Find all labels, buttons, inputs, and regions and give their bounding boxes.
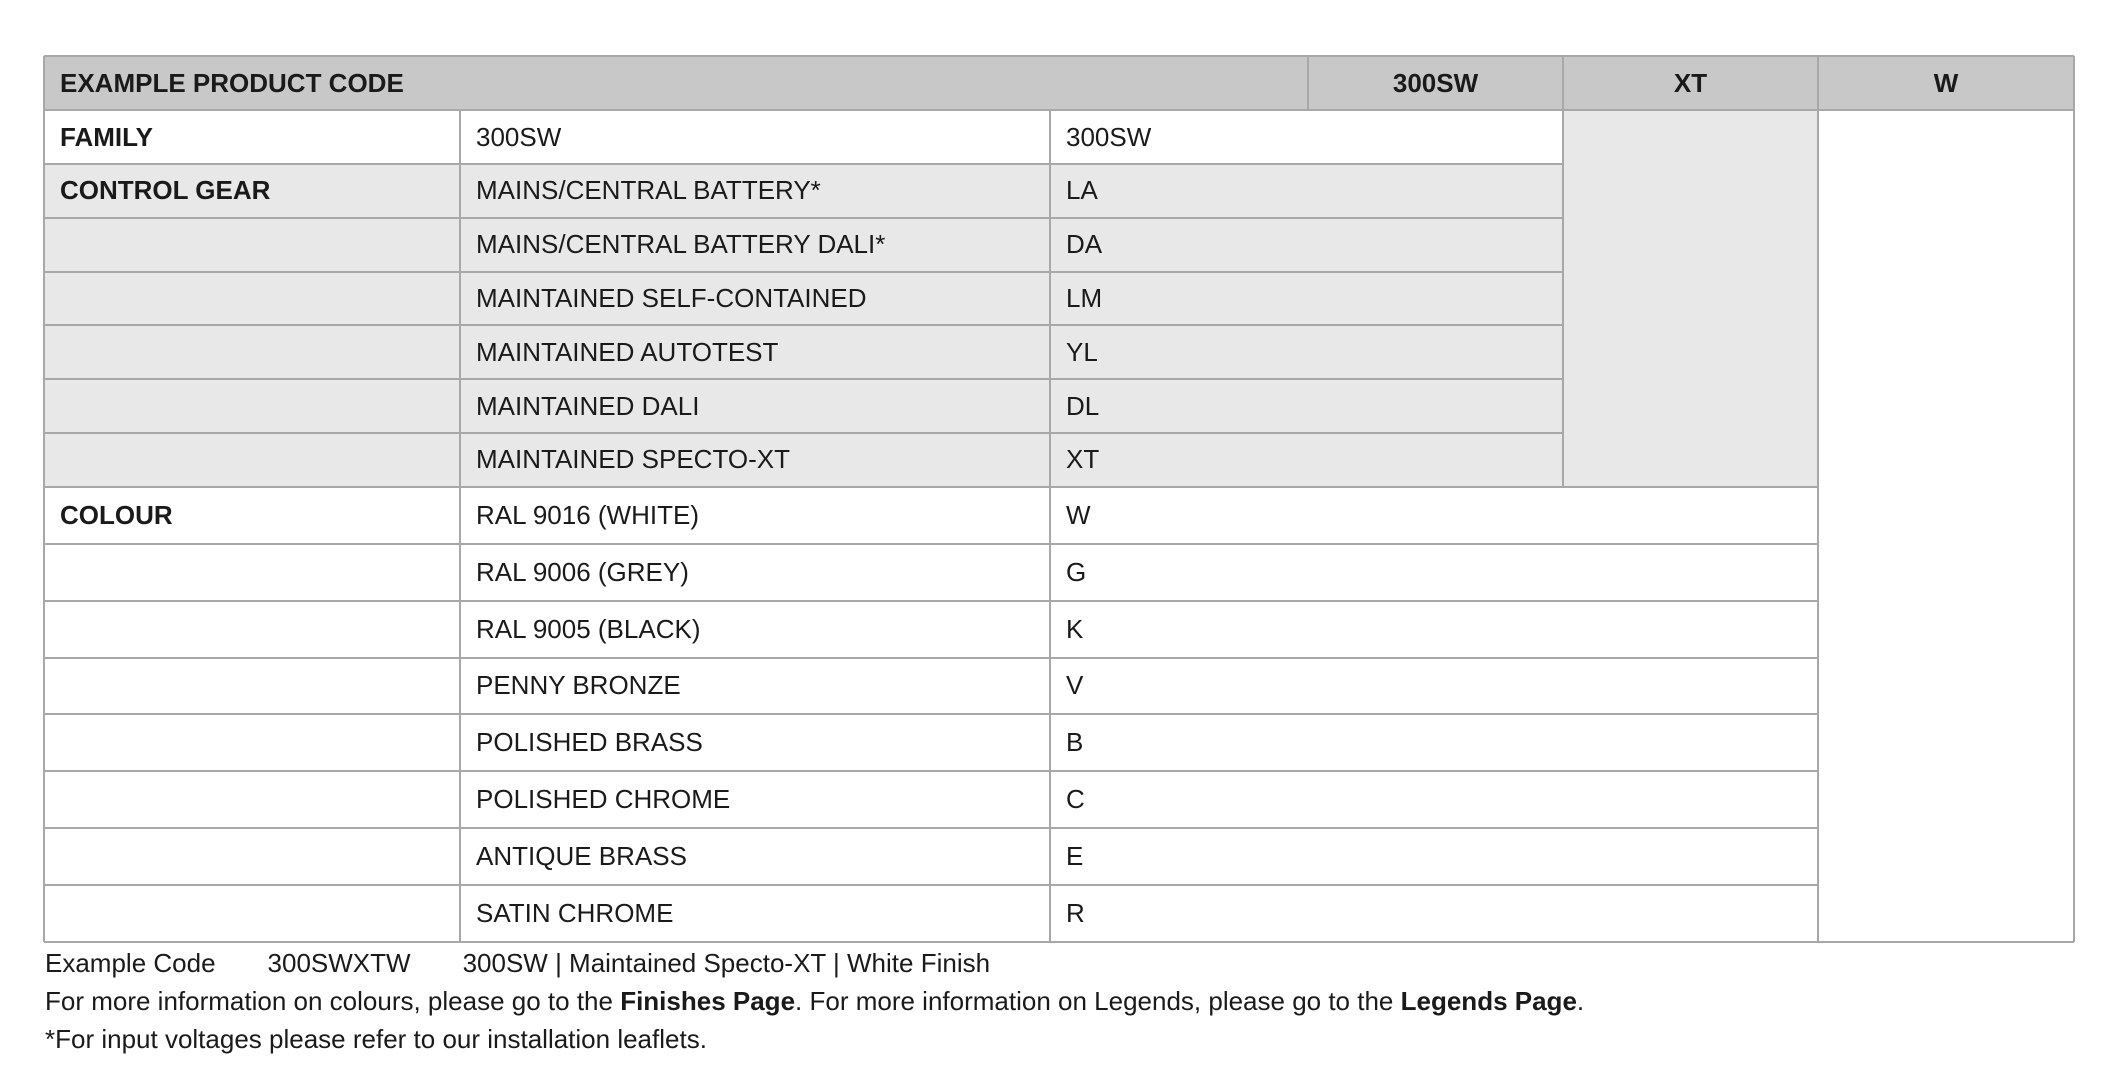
voltage-footnote: *For input voltages please refer to our installation leaflets.	[45, 1024, 707, 1054]
control-gear-option-code: YL	[1066, 336, 1098, 367]
legends-page-link[interactable]: Legends Page	[1400, 986, 1577, 1016]
colour-option-description: PENNY BRONZE	[476, 670, 681, 701]
row-divider	[44, 884, 1818, 886]
control-gear-option-code: DL	[1066, 390, 1100, 421]
colour-option-description: POLISHED BRASS	[476, 727, 703, 758]
column-divider	[1049, 110, 1051, 942]
header-bottom-border	[44, 109, 2074, 111]
example-code-line	[45, 948, 990, 984]
colour-option-code: E	[1066, 841, 1084, 872]
control-gear-option-description: MAINTAINED AUTOTEST	[476, 336, 779, 367]
column-divider	[1817, 56, 1819, 942]
row-divider	[44, 770, 1818, 772]
control-gear-option-code: LM	[1066, 282, 1103, 313]
row-divider	[44, 324, 1563, 326]
row-divider	[44, 543, 1818, 545]
colour-option-code: G	[1066, 556, 1087, 587]
control-gear-option-description: MAINS/CENTRAL BATTERY*	[476, 175, 821, 206]
colour-option-code: K	[1066, 613, 1084, 644]
row-divider	[44, 271, 1563, 273]
colour-option-code: V	[1066, 670, 1084, 701]
colour-option-description: RAL 9005 (BLACK)	[476, 613, 701, 644]
header-title: EXAMPLE PRODUCT CODE	[60, 67, 404, 98]
colour-option-description: RAL 9006 (GREY)	[476, 556, 689, 587]
control-gear-option-description: MAINS/CENTRAL BATTERY DALI*	[476, 229, 886, 260]
colour-option-description: POLISHED CHROME	[476, 784, 731, 815]
table-bottom-border	[44, 941, 2074, 943]
row-divider	[44, 432, 1563, 434]
row-divider	[44, 217, 1563, 219]
control-gear-option-code: LA	[1066, 175, 1098, 206]
column-divider	[459, 110, 461, 942]
xt-column-fill	[1563, 110, 1818, 487]
control-gear-option-description: MAINTAINED SELF-CONTAINED	[476, 282, 867, 313]
family-code: 300SW	[1066, 121, 1152, 152]
row-divider	[44, 713, 1818, 715]
row-divider	[44, 163, 1563, 165]
family-label: FAMILY	[60, 121, 153, 152]
colour-label: COLOUR	[60, 499, 173, 530]
control-gear-option-code: DA	[1066, 229, 1103, 260]
control-gear-block-bottom	[44, 486, 1818, 488]
table-right-border	[2073, 56, 2075, 942]
table-top-border	[44, 55, 2074, 57]
family-description: 300SW	[476, 121, 562, 152]
example-code-value: 300SWXTW	[267, 948, 411, 978]
header-code-control-gear: XT	[1673, 67, 1708, 98]
colour-option-code: W	[1066, 499, 1091, 530]
header-code-family: 300SW	[1392, 67, 1479, 98]
colour-option-description: RAL 9016 (WHITE)	[476, 499, 699, 530]
colour-option-code: C	[1066, 784, 1085, 815]
colour-option-description: SATIN CHROME	[476, 898, 674, 929]
example-code-label: Example Code	[45, 948, 216, 978]
column-divider	[1307, 56, 1309, 110]
colour-option-code: B	[1066, 727, 1084, 758]
row-divider	[44, 378, 1563, 380]
row-divider	[44, 657, 1818, 659]
finishes-page-link[interactable]: Finishes Page	[620, 986, 796, 1016]
row-divider	[44, 600, 1818, 602]
control-gear-option-description: MAINTAINED SPECTO-XT	[476, 444, 790, 475]
control-gear-label: CONTROL GEAR	[60, 175, 271, 206]
row-divider	[44, 827, 1818, 829]
colour-option-code: R	[1066, 898, 1085, 929]
header-code-colour: W	[1933, 67, 1959, 98]
more-info-line: For more information on colours, please go to the Finishes Page. For more information on Legends, please go to the Legends Page.	[45, 986, 1585, 1016]
example-code-description: 300SW | Maintained Specto-XT | White Finish	[462, 948, 991, 978]
table-left-border	[43, 56, 45, 942]
colour-option-description: ANTIQUE BRASS	[476, 841, 687, 872]
control-gear-option-code: XT	[1066, 444, 1100, 475]
control-gear-option-description: MAINTAINED DALI	[476, 390, 700, 421]
